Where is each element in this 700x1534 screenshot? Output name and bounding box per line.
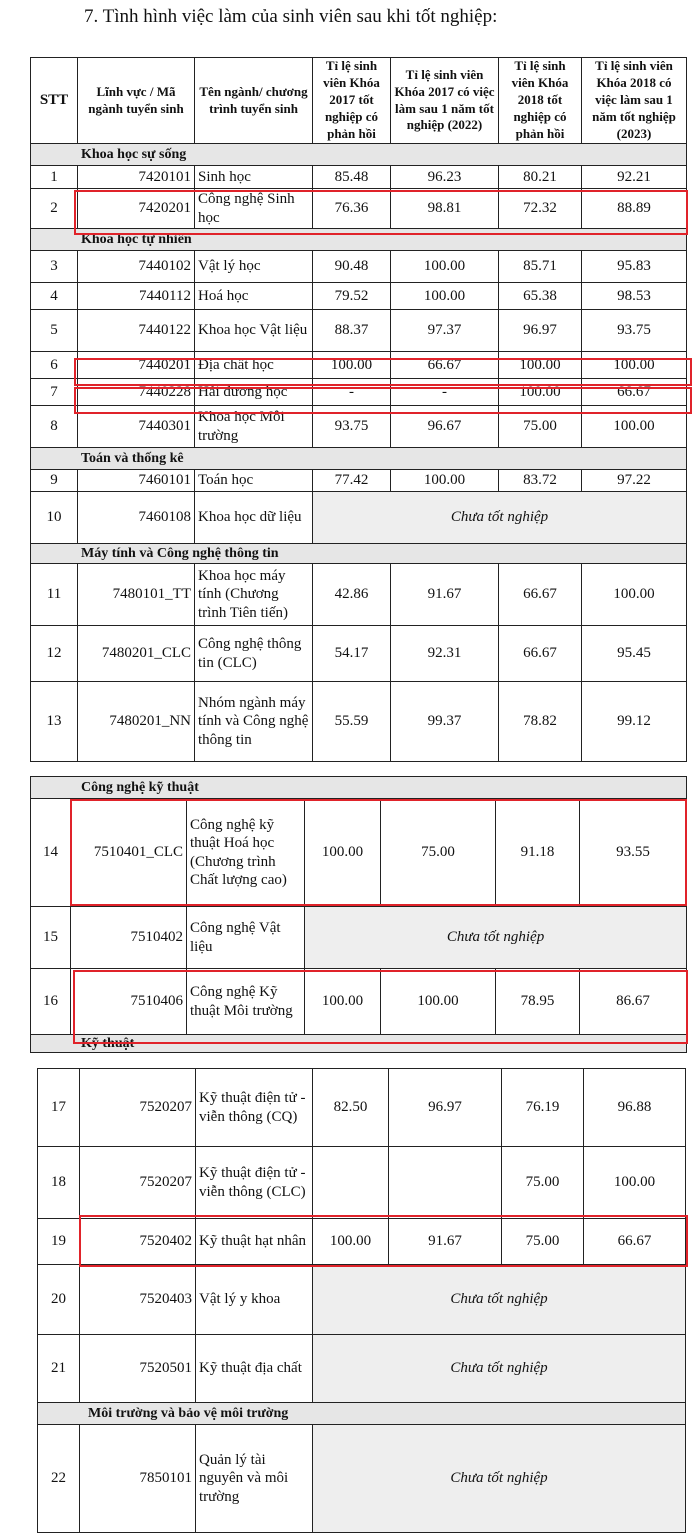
cell-c2: 66.67 [391,352,499,379]
cell-c1: 54.17 [313,626,391,682]
cell-name: Công nghệ thông tin (CLC) [195,626,313,682]
group-label: Khoa học sự sống [31,144,687,166]
cell-c2: 100.00 [391,251,499,283]
header-c1: Tỉ lệ sinh viên Khóa 2017 tốt nghiệp có phản hồi [313,58,391,144]
table-row [31,189,687,229]
header-code: Lĩnh vực / Mã ngành tuyển sinh [78,58,195,144]
cell-c2: 75.00 [381,799,496,907]
cell-code: 7510406 [71,969,187,1035]
cell-c2: 92.31 [391,626,499,682]
group-row [31,1035,687,1053]
cell-code: 7520207 [80,1147,196,1219]
cell-c2: 99.37 [391,682,499,762]
header-c3: Tỉ lệ sinh viên Khóa 2018 tốt nghiệp có phản hồi [499,58,582,144]
cell-c4: 66.67 [582,379,687,406]
table-row [31,969,687,1035]
cell-c3: 100.00 [499,379,582,406]
header-stt: STT [31,58,78,144]
not-graduated-cell: Chưa tốt nghiệp [313,1265,686,1335]
table-row [31,564,687,626]
cell-code: 7440122 [78,310,195,352]
cell-c1: 88.37 [313,310,391,352]
cell-name: Kỹ thuật hạt nhân [196,1219,313,1265]
table-row [31,251,687,283]
cell-c3: 91.18 [496,799,580,907]
table-row [31,682,687,762]
cell-name: Hoá học [195,283,313,310]
cell-stt: 20 [38,1265,80,1335]
table-row [31,492,687,544]
cell-code: 7480201_CLC [78,626,195,682]
cell-c2: 97.37 [391,310,499,352]
table-row [38,1219,686,1265]
cell-c2: 100.00 [381,969,496,1035]
table-row [31,799,687,907]
cell-c4: 100.00 [584,1147,686,1219]
not-graduated-cell: Chưa tốt nghiệp [313,492,687,544]
cell-c3: 76.19 [502,1069,584,1147]
cell-c1 [313,1147,389,1219]
group-row [38,1403,686,1425]
cell-c2: 91.67 [391,564,499,626]
table-row [38,1147,686,1219]
cell-c2: 96.97 [389,1069,502,1147]
table-row [31,310,687,352]
group-row [31,229,687,251]
group-label: Khoa học tự nhiên [31,229,687,251]
cell-name: Địa chất học [195,352,313,379]
cell-name: Kỹ thuật địa chất [196,1335,313,1403]
cell-c4: 99.12 [582,682,687,762]
cell-name: Vật lý học [195,251,313,283]
cell-stt: 5 [31,310,78,352]
not-graduated-cell: Chưa tốt nghiệp [313,1335,686,1403]
table-row [38,1265,686,1335]
cell-stt: 18 [38,1147,80,1219]
cell-name: Kỹ thuật điện tử - viễn thông (CLC) [196,1147,313,1219]
group-label: Môi trường và bảo vệ môi trường [38,1403,686,1425]
cell-c4: 100.00 [582,406,687,448]
cell-code: 7460101 [78,470,195,492]
cell-c4: 97.22 [582,470,687,492]
cell-name: Kỹ thuật điện tử - viễn thông (CQ) [196,1069,313,1147]
cell-code: 7480201_NN [78,682,195,762]
cell-c2: 96.23 [391,166,499,189]
cell-stt: 10 [31,492,78,544]
cell-stt: 15 [31,907,71,969]
cell-c3: 80.21 [499,166,582,189]
cell-c1: 76.36 [313,189,391,229]
cell-stt: 1 [31,166,78,189]
cell-c3: 75.00 [502,1219,584,1265]
cell-stt: 21 [38,1335,80,1403]
header-c2: Tỉ lệ sinh viên Khóa 2017 có việc làm sau 1 năm tốt nghiệp (2022) [391,58,499,144]
cell-code: 7440228 [78,379,195,406]
cell-c4: 100.00 [582,352,687,379]
employment-table-part-2 [30,776,687,1053]
cell-name: Quản lý tài nguyên và môi trường [196,1425,313,1533]
cell-c3: 65.38 [499,283,582,310]
cell-name: Vật lý y khoa [196,1265,313,1335]
table-row [38,1335,686,1403]
cell-c1: 100.00 [313,1219,389,1265]
cell-c1: 79.52 [313,283,391,310]
cell-stt: 6 [31,352,78,379]
cell-name: Khoa học dữ liệu [195,492,313,544]
cell-code: 7420201 [78,189,195,229]
cell-c2: 98.81 [391,189,499,229]
cell-name: Khoa học Môi trường [195,406,313,448]
cell-stt: 7 [31,379,78,406]
cell-stt: 3 [31,251,78,283]
group-label: Toán và thống kê [31,448,687,470]
cell-c2: 100.00 [391,470,499,492]
table-row [31,470,687,492]
cell-c3: 78.95 [496,969,580,1035]
cell-c1: 90.48 [313,251,391,283]
cell-c1: - [313,379,391,406]
cell-name: Công nghệ kỹ thuật Hoá học (Chương trình Chất lượng cao) [187,799,305,907]
cell-c4: 95.83 [582,251,687,283]
cell-c3: 75.00 [499,406,582,448]
table-row [38,1069,686,1147]
table-row [31,406,687,448]
cell-name: Khoa học Vật liệu [195,310,313,352]
cell-stt: 4 [31,283,78,310]
cell-c3: 100.00 [499,352,582,379]
section-heading: 7. Tình hình việc làm của sinh viên sau khi tốt nghiệp: [84,6,498,27]
cell-c4: 96.88 [584,1069,686,1147]
cell-c3: 78.82 [499,682,582,762]
header-c4: Tỉ lệ sinh viên Khóa 2018 có việc làm sau 1 năm tốt nghiệp (2023) [582,58,687,144]
cell-name: Nhóm ngành máy tính và Công nghệ thông tin [195,682,313,762]
table-row [31,352,687,379]
cell-c1: 100.00 [313,352,391,379]
group-label: Công nghệ kỹ thuật [31,777,687,799]
cell-name: Toán học [195,470,313,492]
cell-code: 7520207 [80,1069,196,1147]
group-row [31,144,687,166]
cell-stt: 17 [38,1069,80,1147]
group-row [31,448,687,470]
table-row [31,626,687,682]
cell-stt: 16 [31,969,71,1035]
cell-c4: 98.53 [582,283,687,310]
cell-code: 7510402 [71,907,187,969]
cell-c2: 91.67 [389,1219,502,1265]
cell-c4: 95.45 [582,626,687,682]
cell-name: Khoa học máy tính (Chương trình Tiên tiến) [195,564,313,626]
cell-c1: 55.59 [313,682,391,762]
cell-c4: 100.00 [582,564,687,626]
cell-c2: 96.67 [391,406,499,448]
cell-name: Công nghệ Kỹ thuật Môi trường [187,969,305,1035]
cell-stt: 14 [31,799,71,907]
cell-name: Công nghệ Sinh học [195,189,313,229]
table-row [38,1425,686,1533]
cell-code: 7850101 [80,1425,196,1533]
table-row [31,283,687,310]
cell-stt: 8 [31,406,78,448]
cell-c2: - [391,379,499,406]
cell-c4: 88.89 [582,189,687,229]
cell-c4: 93.55 [580,799,687,907]
cell-stt: 12 [31,626,78,682]
cell-c1: 42.86 [313,564,391,626]
not-graduated-cell: Chưa tốt nghiệp [313,1425,686,1533]
cell-c1: 93.75 [313,406,391,448]
cell-c4: 93.75 [582,310,687,352]
cell-code: 7520501 [80,1335,196,1403]
header-row [31,58,687,144]
cell-c2: 100.00 [391,283,499,310]
cell-c1: 100.00 [305,969,381,1035]
cell-stt: 11 [31,564,78,626]
cell-stt: 13 [31,682,78,762]
cell-c4: 66.67 [584,1219,686,1265]
group-label: Kỹ thuật [31,1035,687,1053]
cell-code: 7440112 [78,283,195,310]
cell-c3: 66.67 [499,564,582,626]
cell-code: 7510401_CLC [71,799,187,907]
group-label: Máy tính và Công nghệ thông tin [31,544,687,564]
cell-c1: 100.00 [305,799,381,907]
cell-code: 7420101 [78,166,195,189]
employment-table-part-3 [37,1068,686,1533]
cell-code: 7440201 [78,352,195,379]
cell-c3: 96.97 [499,310,582,352]
cell-code: 7520402 [80,1219,196,1265]
cell-code: 7520403 [80,1265,196,1335]
cell-code: 7440301 [78,406,195,448]
cell-name: Sinh học [195,166,313,189]
cell-code: 7440102 [78,251,195,283]
cell-code: 7460108 [78,492,195,544]
cell-stt: 9 [31,470,78,492]
cell-c3: 72.32 [499,189,582,229]
cell-stt: 19 [38,1219,80,1265]
cell-stt: 2 [31,189,78,229]
table-row [31,166,687,189]
group-row [31,777,687,799]
table-row [31,907,687,969]
header-name: Tên ngành/ chương trình tuyển sinh [195,58,313,144]
cell-code: 7480101_TT [78,564,195,626]
cell-c3: 66.67 [499,626,582,682]
cell-c1: 77.42 [313,470,391,492]
cell-c4: 92.21 [582,166,687,189]
cell-c3: 75.00 [502,1147,584,1219]
cell-name: Hải dương học [195,379,313,406]
table-row [31,379,687,406]
employment-table-part-1 [30,57,687,762]
cell-c2 [389,1147,502,1219]
group-row [31,544,687,564]
cell-c1: 85.48 [313,166,391,189]
not-graduated-cell: Chưa tốt nghiệp [305,907,687,969]
cell-c1: 82.50 [313,1069,389,1147]
cell-c3: 83.72 [499,470,582,492]
cell-stt: 22 [38,1425,80,1533]
cell-c4: 86.67 [580,969,687,1035]
cell-c3: 85.71 [499,251,582,283]
cell-name: Công nghệ Vật liệu [187,907,305,969]
